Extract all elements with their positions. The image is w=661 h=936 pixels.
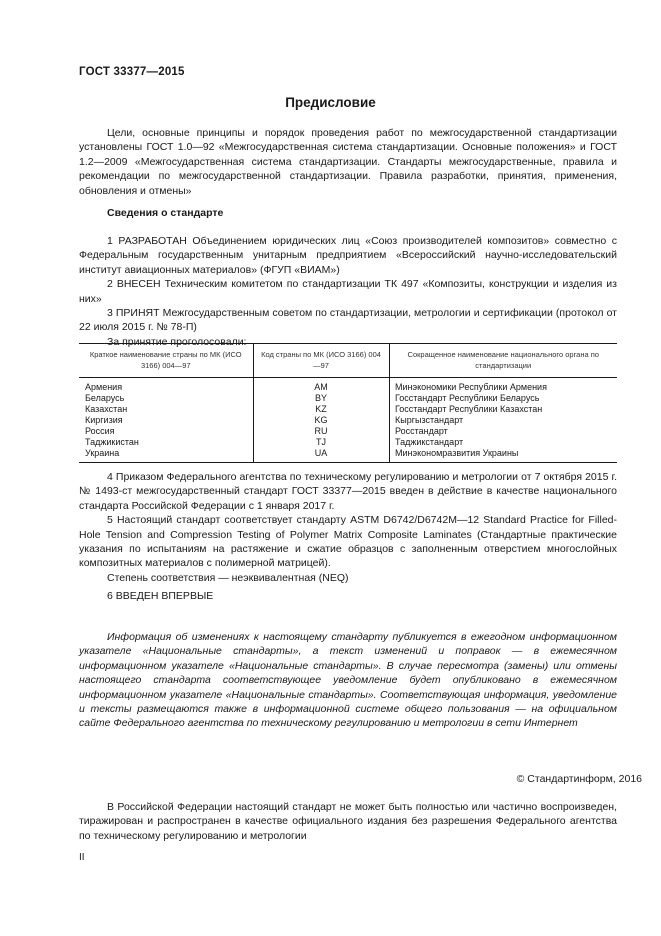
page-number: II [79,852,85,863]
country-cell: Казахстан [85,404,128,414]
code-cell: TJ [316,437,326,447]
country-cell: Украина [85,448,120,458]
info-heading-block [79,206,617,220]
table-row [79,426,617,437]
table-row [79,448,617,462]
degree-of-conformity: Степень соответствия — неэквивалентная (NEQ) [107,571,349,584]
intro-paragraph: Цели, основные принципы и порядок проведения работ по межгосударственной стандартизации установлены ГОСТ 1.0—92 «Межгосударственная система стандартизации. Основные положения» и ГОСТ 1.2—2009 «Межгосударственная система стандартизации. Стандарты межгосударственные, правила и рекомендации по межгосударственной стандартизации. Правила разработки, принятия, применения, обновления и отмены» [79,127,617,197]
item-4: 4 Приказом Федерального агентства по техническому регулированию и метрологии от 7 октября 2015 г. № 1493-ст межгосударственный стандарт ГОСТ 33377—2015 введен в действие в качестве национального стандарта Российской Федерации с 1 января 2017 г. [79,471,617,512]
notice-block [79,630,617,731]
states-table [79,343,617,462]
info-heading: Сведения о стандарте [107,207,224,219]
code-cell: KG [314,415,328,425]
item-1: 1 РАЗРАБОТАН Объединением юридических лиц «Союз производителей композитов» совместно с Федеральным государственным унитарным предприятием «Всероссийский научно-исследовательский институт авиационных материалов» (ФГУП «ВИАМ») [79,235,617,276]
body-cell: Минэкономразвития Украины [395,448,519,458]
item-6-block [79,589,617,603]
code-cell: RU [314,426,328,436]
table-row [79,415,617,426]
document-header: ГОСТ 33377—2015 [79,66,185,78]
code-cell: KZ [315,404,327,414]
header-body: Сокращенное наименование национального органа по стандартизации [389,343,617,378]
country-cell: Таджикистан [85,437,139,447]
code-cell: AM [314,382,328,392]
body-cell: Росстандарт [395,426,448,436]
table-header-row [79,343,617,378]
legal-paragraph: В Российской Федерации настоящий стандарт не может быть полностью или частично воспроизведен, тиражирован и распространен в качестве официального издания без разрешения Федерального агентства по техническому регулированию и метрологии [79,801,617,842]
header-country: Краткое наименование страны по МК (ИСО 3166) 004—97 [79,343,253,378]
notice-paragraph: Информация об изменениях к настоящему стандарту публикуется в ежегодном информационном указателе «Национальные стандарты», а текст изменений и поправок — в ежемесячном информационном указателе «Национальные стандарты». В случае пересмотра (замены) или отмены настоящего стандарта соответствующее уведомление будет опубликовано в ежемесячном информационном указателе «Национальные стандарты». Соответствующая информация, уведомление и тексты размещаются также в информационной системе общего пользования — на официальном сайте Федерального агентства по техническому регулированию и метрологии в сети Интернет [79,631,617,730]
table-row [79,393,617,404]
item-3: 3 ПРИНЯТ Межгосударственным советом по стандартизации, метрологии и сертификации (протокол от 22 июля 2015 г. № 78-П) [79,307,617,334]
info-items-continued [79,470,617,585]
country-cell: Армения [85,382,123,392]
header-code: Код страны по МК (ИСО 3166) 004—97 [253,343,389,378]
code-cell: BY [314,393,327,403]
copyright: © Стандартинформ, 2016 [516,773,642,785]
info-items [79,234,617,349]
table-row [79,437,617,448]
page-title: Предисловие [285,95,376,110]
country-cell: Беларусь [85,393,125,403]
country-cell: Киргизия [85,415,123,425]
item-5: 5 Настоящий стандарт соответствует стандарту ASTM D6742/D6742M—12 Standard Practice for Filled-Hole Tension and Compression Testing of Polymer Matrix Composite Laminates (Стандартные практические указания по испытаниям на растяжение и сжатие образцов с заполненным отверстием многослойных композитных материалов с полимерной матрицей). [79,514,617,570]
body-cell: Таджикстандарт [395,437,464,447]
voted-label: За принятие проголосовали: [107,335,247,348]
body-cell: Кыргызстандарт [395,415,464,425]
code-cell: UA [314,448,328,458]
legal-block [79,800,617,843]
body-cell: Госстандарт Республики Казахстан [395,404,543,414]
item-2: 2 ВНЕСЕН Техническим комитетом по стандартизации ТК 497 «Композиты, конструкции и изделия из них» [79,278,617,305]
body-cell: Госстандарт Республики Беларусь [395,393,540,403]
item-6: 6 ВВЕДЕН ВПЕРВЫЕ [107,590,214,602]
intro-section [79,126,617,198]
table-row [79,378,617,394]
country-cell: Россия [85,426,115,436]
table-row [79,404,617,415]
body-cell: Минэкономики Республики Армения [395,382,547,392]
